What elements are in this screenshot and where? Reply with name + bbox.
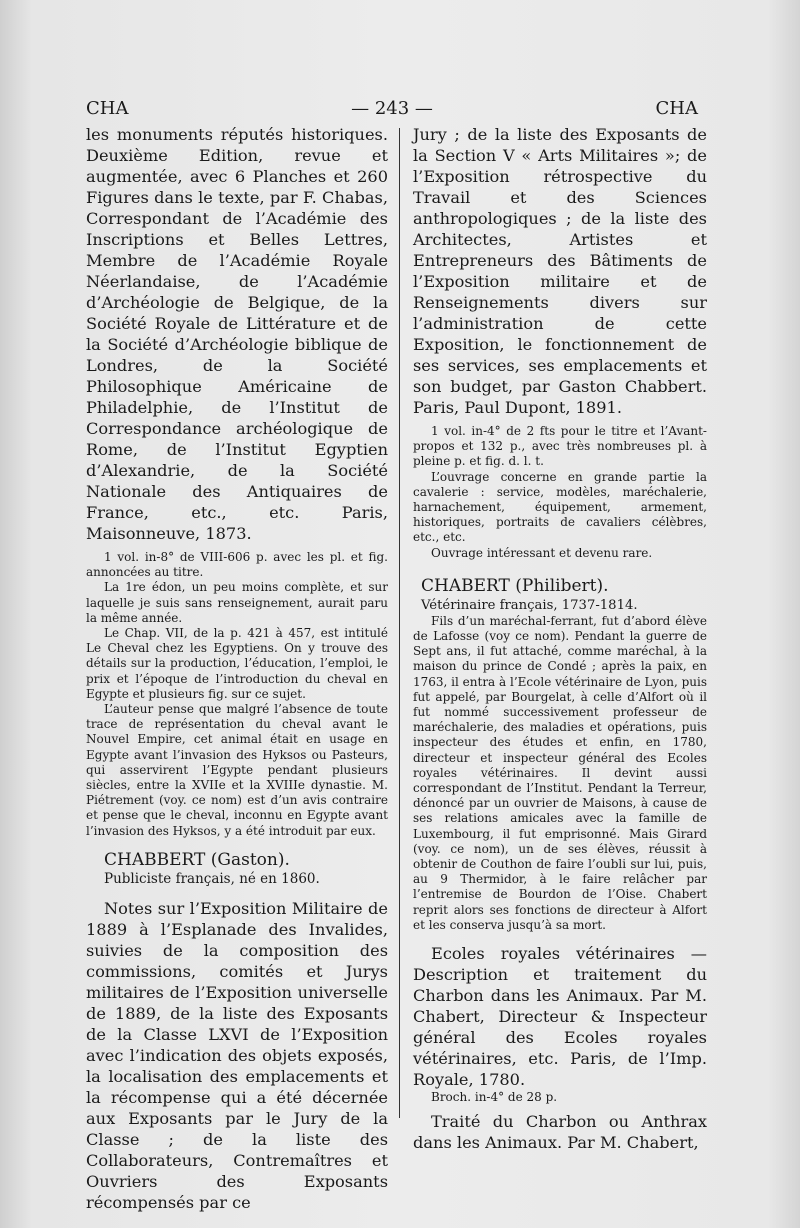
entry-heading: CHABERT (Philibert). xyxy=(421,575,609,596)
left-column xyxy=(86,124,388,1213)
note: La 1re édon, un peu moins complète, et sur laquelle je suis sans renseignement, aurait paru la même année. xyxy=(86,580,388,625)
note: Broch. in-4° de 28 p. xyxy=(431,1090,558,1105)
note: L’auteur pense que malgré l’absence de toute trace de représentation du cheval avant le Nouvel Empire, cet animal était en usage en Egypte avant l’invasion des Hyksos ou Pasteurs, qui asservirent l’Egypte pendant plusieurs siècles, entre la XVIIe et la XVIIIe dynastie. M. Piétrement (voy. ce nom) est d’un avis contraire et pense que le cheval, inconnu en Egypte avant l’invasion des Hyksos, y a été introduit par eux. xyxy=(86,702,388,838)
paragraph: Traité du Charbon ou Anthrax dans les Animaux. Par M. Chabert, xyxy=(413,1112,707,1153)
paragraph: Jury ; de la liste des Exposants de la Section V « Arts Militaires »; de l’Exposition rétrospective du Travail et des Sciences anthropologiques ; de la liste des Architectes, Artistes et Entrepreneurs des Bâtiments de l’Exposition militaire et de Renseignements divers sur l’administration de cette Exposition, le fonctionnement de ses services, ses emplacements et son budget, par Gaston Chabbert. Paris, Paul Dupont, 1891. xyxy=(413,125,707,417)
paragraph: Ecoles royales vétérinaires — Description et traitement du Charbon dans les Animaux. Par M. Chabert, Directeur & Inspecteur général des Ecoles royales vétérinaires, etc. Paris, de l’Imp. Royale, 1780. xyxy=(413,944,707,1090)
running-head-left: CHA xyxy=(86,98,129,119)
page-header xyxy=(86,98,698,126)
paragraph: les monuments réputés historiques. Deuxième Edition, revue et augmentée, avec 6 Planches et 260 Figures dans le texte, par F. Chabas, Correspondant de l’Académie des Inscriptions et Belles Lettres, Membre de l’Académie Royale Néerlandaise, de l’Académie d’Archéologie de Belgique, de la Société Royale de Littérature et de la Société d’Archéologie biblique de Londres, de la Société Philosophique Américaine de Philadelphie, de l’Institut de Correspondance archéologique de Rome, de l’Institut Egyptien d’Alexandrie, de la Société Nationale des Antiquaires de France, etc., etc. Paris, Maisonneuve, 1873. xyxy=(86,125,388,543)
entry-heading: CHABBERT (Gaston). xyxy=(104,849,290,870)
note: Ouvrage intéressant et devenu rare. xyxy=(431,545,653,560)
biography: Fils d’un maréchal-ferrant, fut d’abord élève de Lafosse (voy ce nom). Pendant la guerre de Sept ans, il fut attaché, comme maréchal, à la maison du prince de Condé ; après la paix, en 1763, il entra à l’Ecole vétérinaire de Lyon, puis fut appelé, par Bourgelat, à celle d’Alfort où il fut nommé successivement professeur de maréchalerie, des maladies et opérations, puis inspecteur des études et enfin, en 1780, directeur et inspecteur général des Ecoles royales vétérinaires. Il devint aussi correspondant de l’Institut. Pendant la Terreur, dénoncé par un ouvrier de Maisons, à cause de ses relations amicales avec la famille de Luxembourg, il fut emprisonné. Mais Girard (voy. ce nom), un de ses élèves, réussit à obtenir de Couthon de faire l’oubli sur lui, puis, au 9 Thermidor, à le faire relâcher par l’entremise de Bourdon de l’Oise. Chabert reprit alors ses fonctions de directeur à Alfort et les conserva jusqu’à sa mort. xyxy=(413,613,707,932)
note: 1 vol. in-8° de VIII-606 p. avec les pl. et fig. annoncées au titre. xyxy=(86,550,388,580)
note: L’ouvrage concerne en grande partie la cavalerie : service, modèles, maréchalerie, harnachement, équipement, armement, historiques, portraits de cavaliers célèbres, etc., etc. xyxy=(413,469,707,545)
page-number: — 243 — xyxy=(351,98,433,119)
paragraph: Notes sur l’Exposition Militaire de 1889 à l’Esplanade des Invalides, suivies de la composition des commissions, comités et Jurys militaires de l’Exposition universelle de 1889, de la liste des Exposants de la Classe LXVI de l’Exposition avec l’indication des objets exposés, la localisation des emplacements et la récompense qui a été décernée aux Exposants par le Jury de la Classe ; de la liste des Collaborateurs, Contremaîtres et Ouvriers des Exposants récompensés par ce xyxy=(86,898,388,1212)
note: Le Chap. VII, de la p. 421 à 457, est intitulé Le Cheval chez les Egyptiens. On y trouve des détails sur la production, l’éducation, l’emploi, le prix et l’époque de l’introduction du cheval en Egypte et plusieurs fig. sur ce sujet. xyxy=(86,626,388,701)
column-divider xyxy=(399,128,400,1118)
note: 1 vol. in-4° de 2 fts pour le titre et l’Avant-propos et 132 p., avec très nombreuses pl. à pleine p. et fig. d. l. t. xyxy=(413,424,707,469)
right-column xyxy=(413,124,707,1153)
entry-description: Publiciste français, né en 1860. xyxy=(104,870,320,887)
entry-description: Vétérinaire français, 1737-1814. xyxy=(421,597,638,613)
running-head-right: CHA xyxy=(655,98,698,119)
